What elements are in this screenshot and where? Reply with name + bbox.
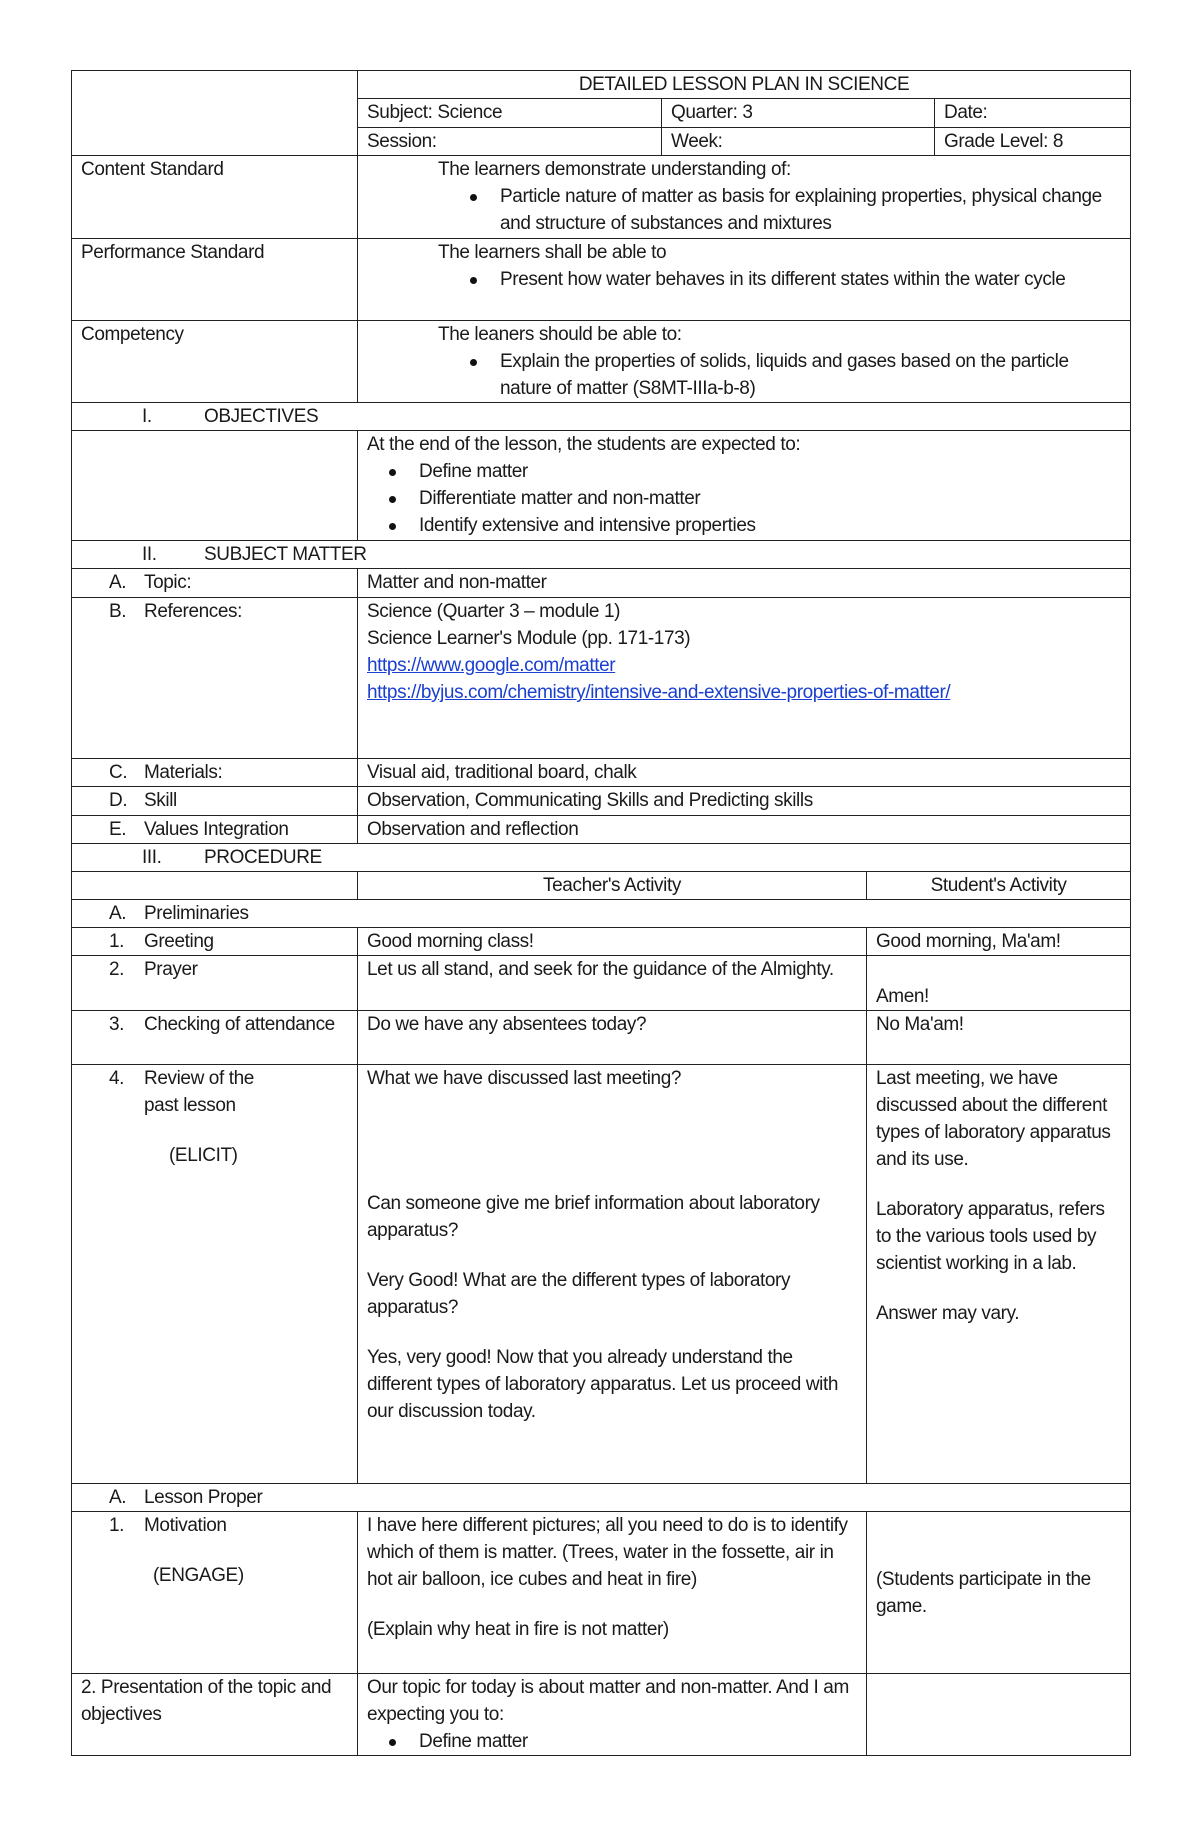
performance-standard-intro: The learners shall be able to — [438, 242, 667, 263]
topic-label — [72, 569, 358, 598]
student-activity-header: Student's Activity — [867, 872, 1131, 900]
item-number: 1. — [109, 931, 125, 952]
item-label: References: — [144, 601, 243, 622]
skill-value: Observation, Communicating Skills and Predicting skills — [358, 787, 1131, 816]
item-label: Topic: — [144, 572, 192, 593]
greeting-teacher: Good morning class! — [358, 928, 867, 956]
review-tag: (ELICIT) — [169, 1145, 238, 1166]
item-label: Preliminaries — [144, 903, 249, 924]
item-letter: B. — [109, 601, 127, 622]
item-letter: A. — [109, 1487, 127, 1508]
objective-item: Differentiate matter and non-matter — [419, 485, 1121, 512]
performance-standard-cell — [358, 239, 1131, 321]
subject-matter-heading — [72, 541, 1131, 569]
materials-value: Visual aid, traditional board, chalk — [358, 759, 1131, 787]
competency-cell — [358, 321, 1131, 403]
materials-label — [72, 759, 358, 787]
date-field: Date: — [935, 99, 1131, 128]
content-standard-label: Content Standard — [72, 156, 358, 239]
prayer-teacher: Let us all stand, and seek for the guidance of the Almighty. — [358, 956, 867, 1011]
objective-item: Identify extensive and intensive properties — [419, 512, 1121, 539]
student-line: Answer may vary. — [876, 1303, 1020, 1324]
objectives-cell — [358, 431, 1131, 541]
lesson-plan-table — [71, 70, 1131, 1756]
section-numeral: III. — [142, 847, 162, 868]
item-label: Checking of attendance — [144, 1014, 335, 1035]
item-number: 4. — [109, 1068, 125, 1089]
teacher-line: I have here different pictures; all you need to do is to identify which of them is matter. (Trees, water in the fossette, air in hot air balloon, ice cubes and heat in fire) — [367, 1515, 848, 1590]
motivation-teacher — [358, 1512, 867, 1674]
reference-link[interactable]: https://www.google.com/matter — [367, 655, 616, 676]
reference-link[interactable]: https://byjus.com/chemistry/intensive-and-extensive-properties-of-matter/ — [367, 682, 951, 703]
references-label — [72, 598, 358, 759]
item-label: Review of the past lesson — [144, 1068, 254, 1116]
greeting-label — [72, 928, 358, 956]
greeting-student: Good morning, Ma'am! — [867, 928, 1131, 956]
content-standard-intro: The learners demonstrate understanding of: — [438, 159, 791, 180]
section-title: OBJECTIVES — [204, 406, 319, 427]
references-cell — [358, 598, 1131, 759]
teacher-activity-header: Teacher's Activity — [358, 872, 867, 900]
teacher-line: Very Good! What are the different types of laboratory apparatus? — [367, 1270, 791, 1318]
grade-level-field: Grade Level: 8 — [935, 128, 1131, 156]
activity-header-blank — [72, 872, 358, 900]
teacher-line: Our topic for today is about matter and non-matter. And I am expecting you to: — [367, 1677, 849, 1725]
competency-intro: The leaners should be able to: — [438, 324, 682, 345]
item-label: Greeting — [144, 931, 214, 952]
presentation-label: 2. Presentation of the topic and objectives — [72, 1674, 358, 1756]
objectives-intro: At the end of the lesson, the students are expected to: — [367, 434, 801, 455]
attendance-student: No Ma'am! — [867, 1011, 1131, 1065]
performance-standard-label: Performance Standard — [72, 239, 358, 321]
objective-item: Define matter — [419, 458, 1121, 485]
attendance-teacher: Do we have any absentees today? — [358, 1011, 867, 1065]
section-title: PROCEDURE — [204, 847, 322, 868]
item-label: Skill — [144, 790, 177, 811]
teacher-line: Yes, very good! Now that you already understand the different types of laboratory apparatus. Let us proceed with our discussion today. — [367, 1347, 839, 1422]
item-letter: D. — [109, 790, 128, 811]
quarter-field: Quarter: 3 — [662, 99, 935, 128]
week-field: Week: — [662, 128, 935, 156]
student-line: Laboratory apparatus, refers to the various tools used by scientist working in a lab. — [876, 1199, 1105, 1274]
procedure-heading — [72, 844, 1131, 872]
item-number: 2. — [109, 959, 125, 980]
item-label: Materials: — [144, 762, 223, 783]
section-numeral: II. — [142, 544, 157, 565]
content-standard-cell — [358, 156, 1131, 239]
teacher-line: (Explain why heat in fire is not matter) — [367, 1619, 669, 1640]
reference-line: Science Learner's Module (pp. 171-173) — [367, 628, 691, 649]
review-student — [867, 1065, 1131, 1484]
review-teacher — [358, 1065, 867, 1484]
prayer-label — [72, 956, 358, 1011]
item-letter: E. — [109, 819, 127, 840]
performance-standard-bullet: Present how water behaves in its different states within the water cycle — [500, 266, 1121, 293]
section-numeral: I. — [142, 406, 152, 427]
reference-line: Science (Quarter 3 – module 1) — [367, 601, 621, 622]
presentation-student — [867, 1674, 1131, 1756]
values-value: Observation and reflection — [358, 816, 1131, 844]
document-title: DETAILED LESSON PLAN IN SCIENCE — [358, 71, 1131, 99]
item-label: Prayer — [144, 959, 198, 980]
content-standard-bullet: Particle nature of matter as basis for explaining properties, physical change and structure of substances and mixtures — [500, 183, 1121, 237]
presentation-teacher — [358, 1674, 867, 1756]
presentation-bullet: Define matter — [419, 1728, 857, 1755]
prayer-student: Amen! — [867, 956, 1131, 1011]
section-title: SUBJECT MATTER — [204, 544, 367, 565]
item-number: 1. — [109, 1515, 125, 1536]
item-label: Lesson Proper — [144, 1487, 263, 1508]
objectives-heading — [72, 403, 1131, 431]
session-field: Session: — [358, 128, 662, 156]
item-letter: A. — [109, 572, 127, 593]
item-letter: A. — [109, 903, 127, 924]
skill-label — [72, 787, 358, 816]
item-label: Motivation — [144, 1515, 227, 1536]
preliminaries-heading — [72, 900, 1131, 928]
topic-value: Matter and non-matter — [358, 569, 1131, 598]
lesson-proper-heading — [72, 1484, 1131, 1512]
motivation-student: (Students participate in the game. — [867, 1512, 1131, 1674]
objectives-blank-cell — [72, 431, 358, 541]
attendance-label — [72, 1011, 358, 1065]
competency-bullet: Explain the properties of solids, liquids and gases based on the particle nature of matter (S8MT-IIIa-b-8) — [500, 348, 1121, 402]
motivation-label — [72, 1512, 358, 1674]
item-label: Values Integration — [144, 819, 289, 840]
item-letter: C. — [109, 762, 128, 783]
competency-label: Competency — [72, 321, 358, 403]
review-label — [72, 1065, 358, 1484]
item-number: 3. — [109, 1014, 125, 1035]
motivation-tag: (ENGAGE) — [153, 1565, 244, 1586]
student-line: Last meeting, we have discussed about the different types of laboratory apparatus and its use. — [876, 1068, 1111, 1170]
header-blank-cell — [72, 71, 358, 156]
subject-field: Subject: Science — [358, 99, 662, 128]
teacher-line: What we have discussed last meeting? — [367, 1068, 682, 1089]
teacher-line: Can someone give me brief information about laboratory apparatus? — [367, 1193, 820, 1241]
values-label — [72, 816, 358, 844]
